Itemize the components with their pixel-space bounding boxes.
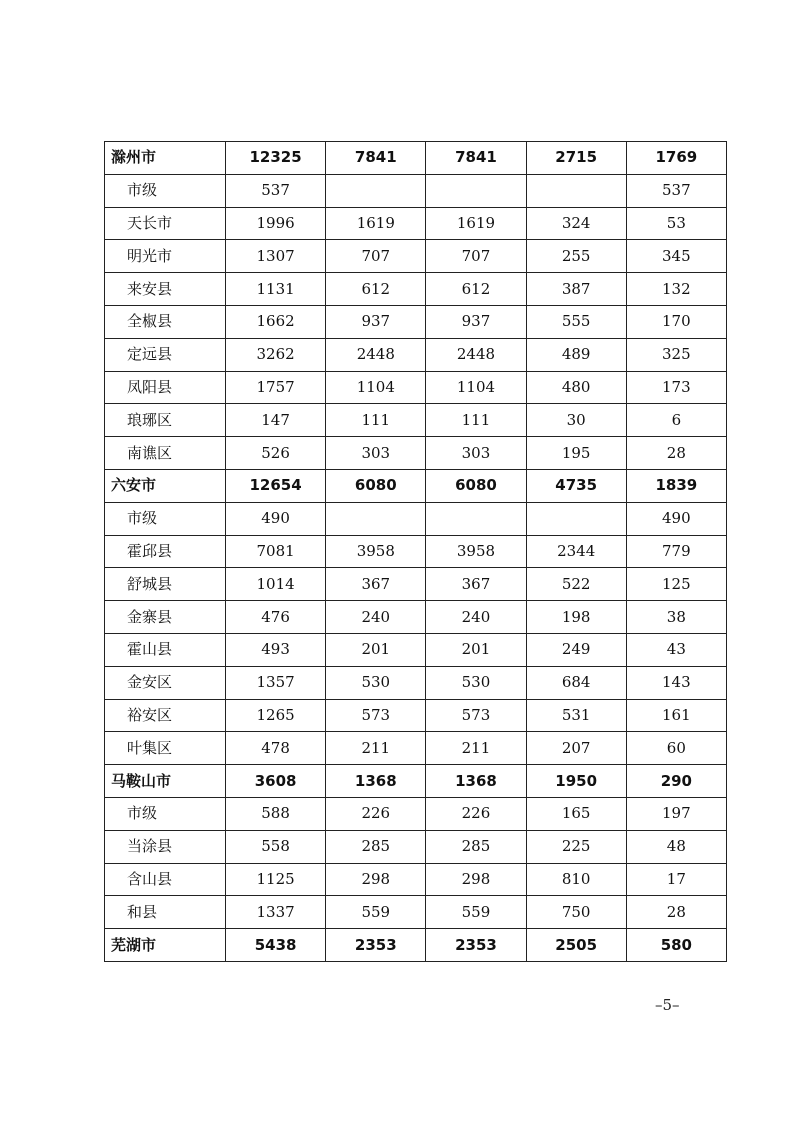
region-name-cell: 南谯区: [105, 437, 226, 470]
value-cell: 2715: [526, 142, 626, 175]
value-cell: 1307: [226, 240, 326, 273]
value-cell: 60: [626, 732, 726, 765]
value-cell: 937: [326, 305, 426, 338]
value-cell: 298: [426, 863, 526, 896]
region-name-cell: 金寨县: [105, 601, 226, 634]
value-cell: 2505: [526, 929, 626, 962]
table-row: [105, 371, 727, 404]
value-cell: 111: [326, 404, 426, 437]
value-cell: 1368: [326, 765, 426, 798]
value-cell: 7081: [226, 535, 326, 568]
value-cell: 324: [526, 207, 626, 240]
value-cell: 3262: [226, 338, 326, 371]
data-table: [104, 141, 727, 962]
value-cell: 207: [526, 732, 626, 765]
value-cell: [526, 174, 626, 207]
table-row: [105, 732, 727, 765]
value-cell: 53: [626, 207, 726, 240]
table-row: [105, 666, 727, 699]
region-name-cell: 含山县: [105, 863, 226, 896]
value-cell: 1265: [226, 699, 326, 732]
value-cell: 6080: [326, 469, 426, 502]
table-row: [105, 568, 727, 601]
value-cell: 1839: [626, 469, 726, 502]
value-cell: 1104: [326, 371, 426, 404]
value-cell: 111: [426, 404, 526, 437]
value-cell: 573: [326, 699, 426, 732]
value-cell: 367: [426, 568, 526, 601]
value-cell: 3958: [426, 535, 526, 568]
value-cell: 478: [226, 732, 326, 765]
value-cell: 5438: [226, 929, 326, 962]
value-cell: 285: [426, 830, 526, 863]
value-cell: 1131: [226, 273, 326, 306]
value-cell: 480: [526, 371, 626, 404]
table-row: [105, 273, 727, 306]
table-row: [105, 502, 727, 535]
value-cell: 810: [526, 863, 626, 896]
value-cell: 38: [626, 601, 726, 634]
value-cell: 28: [626, 437, 726, 470]
data-table-container: [104, 141, 726, 962]
value-cell: 1368: [426, 765, 526, 798]
table-row-group: [105, 142, 727, 175]
value-cell: 559: [426, 896, 526, 929]
value-cell: 3958: [326, 535, 426, 568]
value-cell: 707: [326, 240, 426, 273]
value-cell: 2353: [326, 929, 426, 962]
value-cell: 211: [326, 732, 426, 765]
region-name-cell: 马鞍山市: [105, 765, 226, 798]
value-cell: [326, 174, 426, 207]
table-row: [105, 699, 727, 732]
value-cell: 526: [226, 437, 326, 470]
value-cell: 530: [426, 666, 526, 699]
region-name-cell: 滁州市: [105, 142, 226, 175]
value-cell: 12654: [226, 469, 326, 502]
table-row: [105, 896, 727, 929]
value-cell: 1357: [226, 666, 326, 699]
value-cell: 226: [426, 797, 526, 830]
region-name-cell: 来安县: [105, 273, 226, 306]
value-cell: 197: [626, 797, 726, 830]
region-name-cell: 叶集区: [105, 732, 226, 765]
value-cell: 298: [326, 863, 426, 896]
region-name-cell: 天长市: [105, 207, 226, 240]
value-cell: 173: [626, 371, 726, 404]
value-cell: 2344: [526, 535, 626, 568]
value-cell: 211: [426, 732, 526, 765]
value-cell: 779: [626, 535, 726, 568]
value-cell: 367: [326, 568, 426, 601]
region-name-cell: 裕安区: [105, 699, 226, 732]
value-cell: 573: [426, 699, 526, 732]
value-cell: 285: [326, 830, 426, 863]
value-cell: 143: [626, 666, 726, 699]
value-cell: 558: [226, 830, 326, 863]
table-row: [105, 305, 727, 338]
value-cell: 201: [426, 633, 526, 666]
value-cell: 2448: [426, 338, 526, 371]
value-cell: 1769: [626, 142, 726, 175]
value-cell: 493: [226, 633, 326, 666]
value-cell: 48: [626, 830, 726, 863]
value-cell: 132: [626, 273, 726, 306]
table-body: [105, 142, 727, 962]
table-row: [105, 633, 727, 666]
value-cell: 707: [426, 240, 526, 273]
value-cell: 6: [626, 404, 726, 437]
value-cell: 43: [626, 633, 726, 666]
table-row: [105, 404, 727, 437]
value-cell: 490: [226, 502, 326, 535]
value-cell: 240: [326, 601, 426, 634]
region-name-cell: 六安市: [105, 469, 226, 502]
value-cell: 345: [626, 240, 726, 273]
value-cell: 165: [526, 797, 626, 830]
value-cell: 522: [526, 568, 626, 601]
value-cell: 580: [626, 929, 726, 962]
value-cell: 201: [326, 633, 426, 666]
value-cell: 1662: [226, 305, 326, 338]
value-cell: 531: [526, 699, 626, 732]
value-cell: 937: [426, 305, 526, 338]
value-cell: 476: [226, 601, 326, 634]
value-cell: 1757: [226, 371, 326, 404]
value-cell: 2353: [426, 929, 526, 962]
value-cell: 2448: [326, 338, 426, 371]
value-cell: 147: [226, 404, 326, 437]
table-row: [105, 240, 727, 273]
region-name-cell: 舒城县: [105, 568, 226, 601]
value-cell: 1125: [226, 863, 326, 896]
value-cell: 3608: [226, 765, 326, 798]
value-cell: 750: [526, 896, 626, 929]
value-cell: 226: [326, 797, 426, 830]
region-name-cell: 市级: [105, 174, 226, 207]
value-cell: 1104: [426, 371, 526, 404]
value-cell: 240: [426, 601, 526, 634]
value-cell: 612: [326, 273, 426, 306]
region-name-cell: 霍山县: [105, 633, 226, 666]
value-cell: 4735: [526, 469, 626, 502]
table-row-group: [105, 765, 727, 798]
value-cell: 28: [626, 896, 726, 929]
value-cell: 325: [626, 338, 726, 371]
value-cell: 195: [526, 437, 626, 470]
table-row: [105, 797, 727, 830]
region-name-cell: 市级: [105, 502, 226, 535]
table-row: [105, 863, 727, 896]
value-cell: [426, 174, 526, 207]
value-cell: 125: [626, 568, 726, 601]
value-cell: 612: [426, 273, 526, 306]
table-row: [105, 174, 727, 207]
region-name-cell: 和县: [105, 896, 226, 929]
value-cell: 387: [526, 273, 626, 306]
value-cell: 303: [326, 437, 426, 470]
value-cell: 225: [526, 830, 626, 863]
table-row: [105, 535, 727, 568]
value-cell: 170: [626, 305, 726, 338]
value-cell: 537: [226, 174, 326, 207]
region-name-cell: 市级: [105, 797, 226, 830]
value-cell: 7841: [426, 142, 526, 175]
value-cell: 1996: [226, 207, 326, 240]
value-cell: 1337: [226, 896, 326, 929]
value-cell: 490: [626, 502, 726, 535]
value-cell: 6080: [426, 469, 526, 502]
value-cell: 559: [326, 896, 426, 929]
value-cell: 249: [526, 633, 626, 666]
value-cell: [426, 502, 526, 535]
region-name-cell: 全椒县: [105, 305, 226, 338]
table-row: [105, 437, 727, 470]
value-cell: 588: [226, 797, 326, 830]
value-cell: 12325: [226, 142, 326, 175]
region-name-cell: 霍邱县: [105, 535, 226, 568]
value-cell: 684: [526, 666, 626, 699]
value-cell: 161: [626, 699, 726, 732]
table-row: [105, 338, 727, 371]
value-cell: [326, 502, 426, 535]
value-cell: 530: [326, 666, 426, 699]
region-name-cell: 定远县: [105, 338, 226, 371]
region-name-cell: 金安区: [105, 666, 226, 699]
value-cell: 1619: [426, 207, 526, 240]
value-cell: 7841: [326, 142, 426, 175]
table-row: [105, 830, 727, 863]
value-cell: 30: [526, 404, 626, 437]
region-name-cell: 明光市: [105, 240, 226, 273]
value-cell: 17: [626, 863, 726, 896]
region-name-cell: 琅琊区: [105, 404, 226, 437]
value-cell: 1014: [226, 568, 326, 601]
value-cell: 489: [526, 338, 626, 371]
value-cell: [526, 502, 626, 535]
table-row-group: [105, 469, 727, 502]
table-row: [105, 601, 727, 634]
region-name-cell: 当涂县: [105, 830, 226, 863]
value-cell: 255: [526, 240, 626, 273]
value-cell: 555: [526, 305, 626, 338]
value-cell: 303: [426, 437, 526, 470]
value-cell: 198: [526, 601, 626, 634]
region-name-cell: 芜湖市: [105, 929, 226, 962]
page-number: –5–: [655, 996, 680, 1014]
value-cell: 1950: [526, 765, 626, 798]
value-cell: 537: [626, 174, 726, 207]
table-row: [105, 207, 727, 240]
table-row-group: [105, 929, 727, 962]
value-cell: 1619: [326, 207, 426, 240]
value-cell: 290: [626, 765, 726, 798]
region-name-cell: 凤阳县: [105, 371, 226, 404]
